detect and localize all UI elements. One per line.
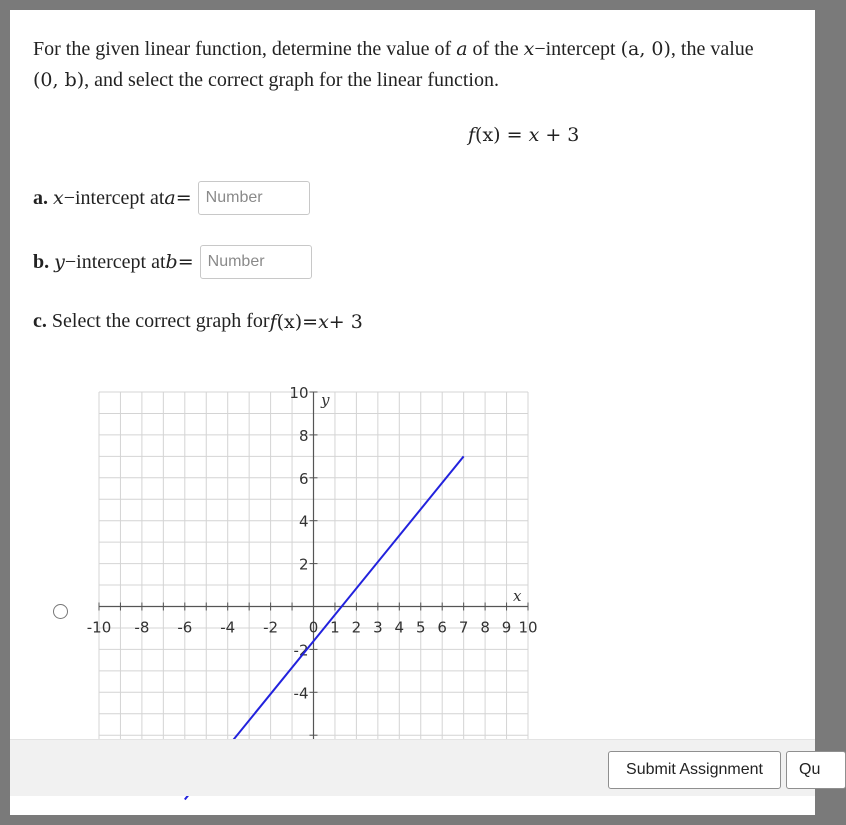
y-tick-label: 2 (298, 555, 309, 574)
function-display: f(x) = x + 3 (468, 124, 580, 146)
x-tick-label: 6 (437, 618, 447, 637)
next-question-button[interactable]: Qu (786, 751, 846, 789)
x-tick-label: -10 (86, 618, 112, 637)
y-tick-label: -2 (293, 641, 309, 660)
y-tick-label: 6 (298, 469, 309, 488)
x-tick-label: -2 (263, 618, 279, 637)
x-tick-label: -6 (177, 618, 193, 637)
x-tick-label: 4 (394, 618, 405, 637)
submit-assignment-button[interactable]: Submit Assignment (608, 751, 781, 789)
x-tick-label: 0 (308, 618, 319, 637)
y-tick-label: 4 (298, 512, 309, 531)
question-frame (10, 10, 821, 815)
part-b-row: b. y −intercept at b = Number (33, 245, 312, 279)
x-tick-label: 10 (518, 618, 538, 637)
x-tick-label: 3 (373, 618, 383, 637)
part-c-row: c. Select the correct graph for f (x) = x + 3 (33, 310, 363, 333)
x-intercept-input[interactable] (198, 181, 310, 215)
question-prompt: For the given linear function, determine the value of a of the x−intercept (a, 0), the value (0, b), and select the correct graph for the linear function. (33, 38, 754, 91)
x-tick-label: 5 (415, 618, 426, 637)
part-a-row: a. x −intercept at a = Number (33, 181, 310, 215)
y-intercept-input[interactable] (200, 245, 312, 279)
x-axis-label: x (512, 587, 522, 606)
x-tick-label: 7 (458, 618, 469, 637)
x-tick-label: 1 (330, 618, 340, 637)
x-tick-label: 9 (501, 618, 512, 637)
graph-option-radio[interactable] (53, 604, 68, 619)
y-tick-label: 10 (289, 384, 309, 402)
y-axis-label: y (321, 390, 330, 409)
y-tick-label: -4 (293, 684, 309, 703)
graph-tick-labels (87, 384, 538, 702)
x-tick-label: 8 (480, 618, 490, 637)
x-tick-label: 2 (351, 618, 362, 637)
x-tick-label: -8 (134, 618, 150, 637)
graph-option-plot[interactable] (80, 378, 550, 743)
x-tick-label: -4 (220, 618, 236, 637)
y-tick-label: 8 (298, 426, 309, 445)
